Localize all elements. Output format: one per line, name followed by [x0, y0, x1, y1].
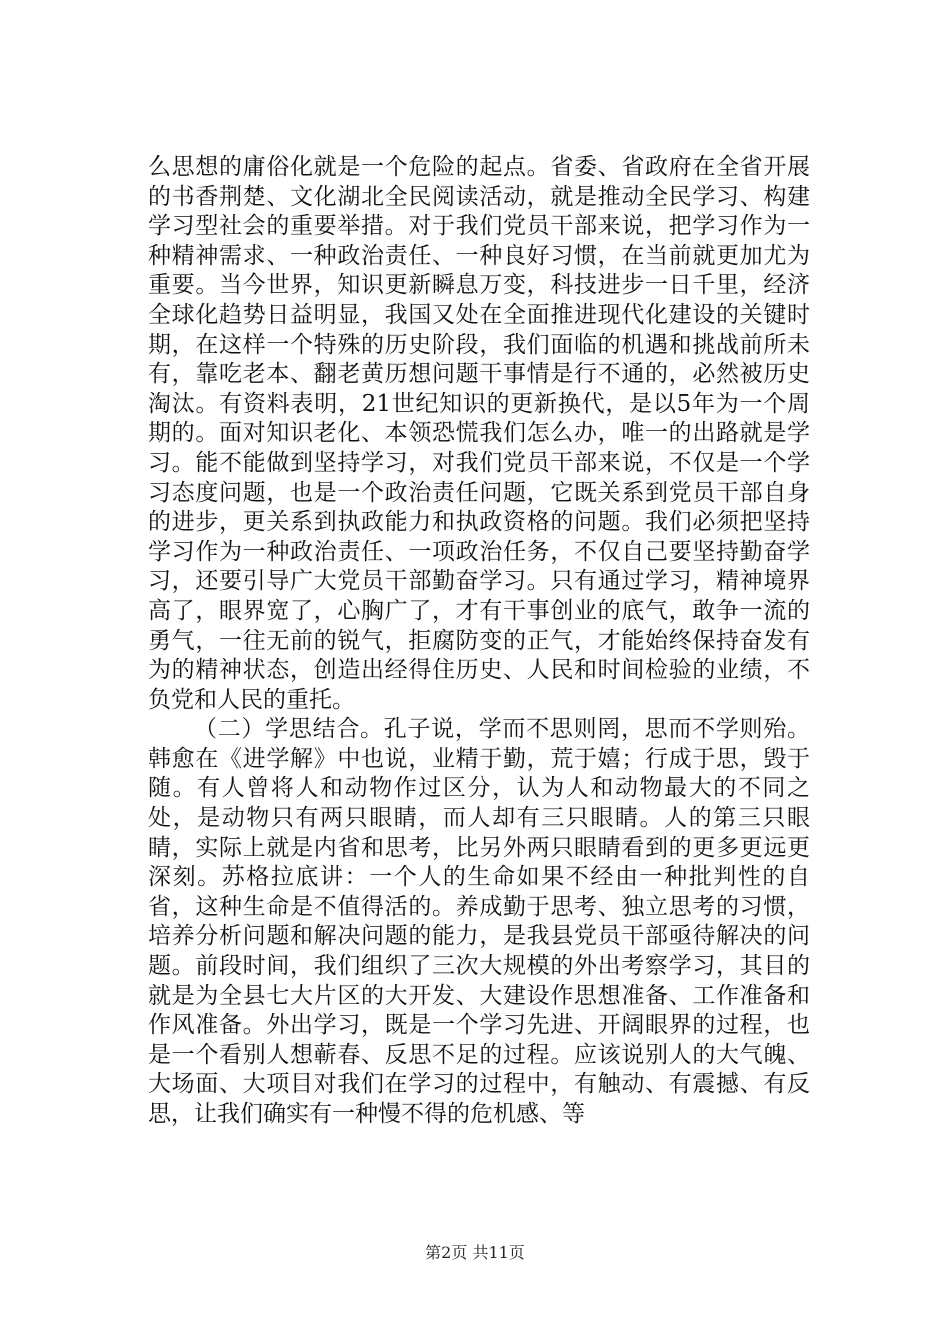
- paragraph-section-two: （二）学思结合。孔子说，学而不思则罔，思而不学则殆。韩愈在《进学解》中也说，业精于勤，荒于嬉；行成于思，毁于随。有人曾将人和动物作过区分，认为人和动物最大的不同之处，是动物只有两只眼睛，而人却有三只眼睛。人的第三只眼睛，实际上就是内省和思考，比另外两只眼睛看到的更多更远更深刻。苏格拉底讲：一个人的生命如果不经由一种批判性的自省，这种生命是不值得活的。养成勤于思考、独立思考的习惯，培养分析问题和解决问题的能力，是我县党员干部亟待解决的问题。前段时间，我们组织了三次大规模的外出考察学习，其目的就是为全县七大片区的大开发、大建设作思想准备、工作准备和作风准备。外出学习，既是一个学习先进、开阔眼界的过程，也是一个看别人想蕲春、反思不足的过程。应该说别人的大气魄、大场面、大项目对我们在学习的过程中，有触动、有震撼、有反思，让我们确实有一种慢不得的危机感、等: [148, 716, 810, 1127]
- document-body: [148, 153, 810, 1130]
- page-number: 第2页 共11页: [425, 1243, 525, 1262]
- paragraph-continuation: 么思想的庸俗化就是一个危险的起点。省委、省政府在全省开展的书香荆楚、文化湖北全民阅读活动，就是推动全民学习、构建学习型社会的重要举措。对于我们党员干部来说，把学习作为一种精神需求、一种政治责任、一种良好习惯，在当前就更加尤为重要。当今世界，知识更新瞬息万变，科技进步一日千里，经济全球化趋势日益明显，我国又处在全面推进现代化建设的关键时期，在这样一个特殊的历史阶段，我们面临的机遇和挑战前所未有，靠吃老本、翻老黄历想问题干事情是行不通的，必然被历史淘汰。有资料表明，21世纪知识的更新换代，是以5年为一个周期的。面对知识老化、本领恐慌我们怎么办，唯一的出路就是学习。能不能做到坚持学习，对我们党员干部来说，不仅是一个学习态度问题，也是一个政治责任问题，它既关系到党员干部自身的进步，更关系到执政能力和执政资格的问题。我们必须把坚持学习作为一种政治责任、一项政治任务，不仅自己要坚持勤奋学习，还要引导广大党员干部勤奋学习。只有通过学习，精神境界高了，眼界宽了，心胸广了，才有干事创业的底气，敢争一流的勇气，一往无前的锐气，拒腐防变的正气，才能始终保持奋发有为的精神状态，创造出经得住历史、人民和时间检验的业绩，不负党和人民的重托。: [148, 154, 810, 713]
